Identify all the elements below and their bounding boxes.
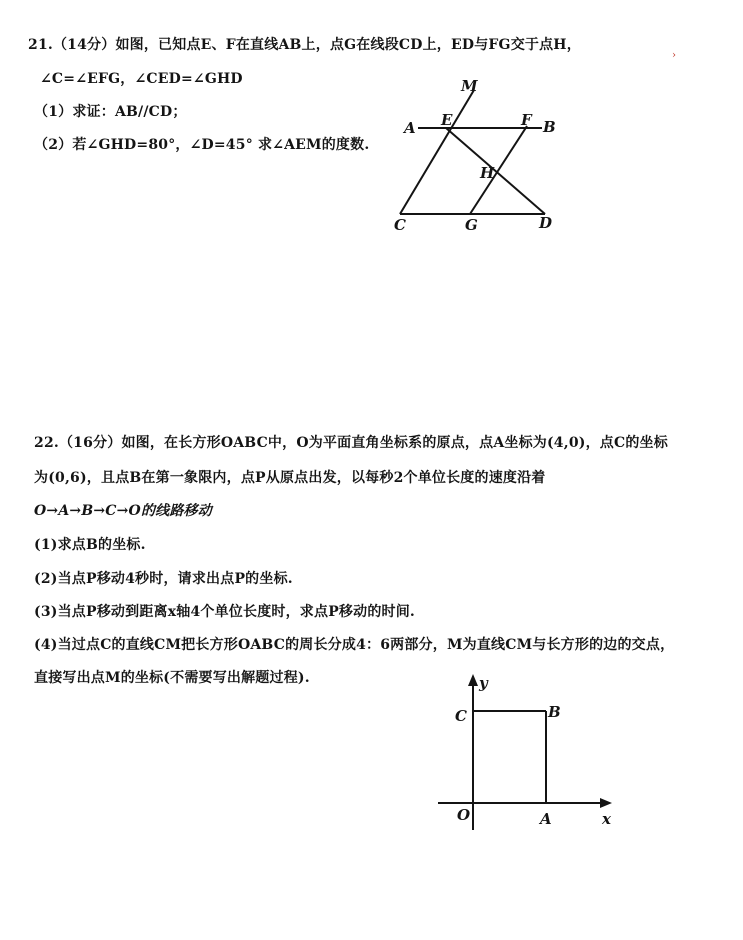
q22-line-3: O→A→B→C→O的线路移动: [34, 503, 212, 519]
x-axis-arrow: [600, 798, 612, 808]
q22-line-6: (3)当点P移动到距离x轴4个单位长度时，求点P移动的时间.: [34, 604, 416, 620]
label-g: G: [465, 216, 478, 234]
line-ed: [446, 128, 545, 214]
q22-line-2: 为(0,6)，且点B在第一象限内，点P从原点出发，以每秒2个单位长度的速度沿着: [34, 470, 546, 486]
label-h: H: [480, 164, 495, 182]
line-cm: [400, 90, 474, 214]
label-c2: C: [455, 707, 467, 725]
label-c: C: [394, 216, 406, 234]
label-y: y: [479, 674, 488, 692]
q21-line-1: 21.（14分）如图，已知点E、F在直线AB上，点G在线段CD上，ED与FG交于点H，: [28, 37, 581, 53]
y-axis-arrow: [468, 674, 478, 686]
label-a: A: [404, 119, 416, 137]
label-b2: B: [548, 703, 561, 721]
red-pen-mark: ›: [672, 50, 676, 61]
q22-line-8: 直接写出点M的坐标(不需要写出解题过程).: [34, 670, 310, 686]
label-b: B: [543, 118, 556, 136]
label-e: E: [441, 111, 453, 129]
q22-line-5: (2)当点P移动4秒时，请求出点P的坐标.: [34, 571, 293, 587]
label-a2: A: [540, 810, 552, 828]
q21-line-2: ∠C=∠EFG，∠CED=∠GHD: [40, 71, 243, 87]
label-f: F: [521, 111, 532, 129]
q22-line-7: (4)当过点C的直线CM把长方形OABC的周长分成4：6两部分，M为直线CM与长方形的边的交点，: [34, 637, 675, 653]
label-m: M: [461, 77, 478, 95]
label-o: O: [457, 806, 471, 824]
q22-line-4: (1)求点B的坐标.: [34, 537, 146, 553]
q22-line-1: 22.（16分）如图，在长方形OABC中，O为平面直角坐标系的原点，点A坐标为(4,0)，点C的坐标: [34, 435, 668, 451]
label-x: x: [602, 810, 611, 828]
label-d: D: [539, 214, 553, 232]
q21-line-3: （1）求证：AB//CD；: [34, 104, 187, 120]
q21-line-4: （2）若∠GHD=80°，∠D=45° 求∠AEM的度数.: [34, 137, 370, 153]
line-fg: [470, 126, 527, 214]
